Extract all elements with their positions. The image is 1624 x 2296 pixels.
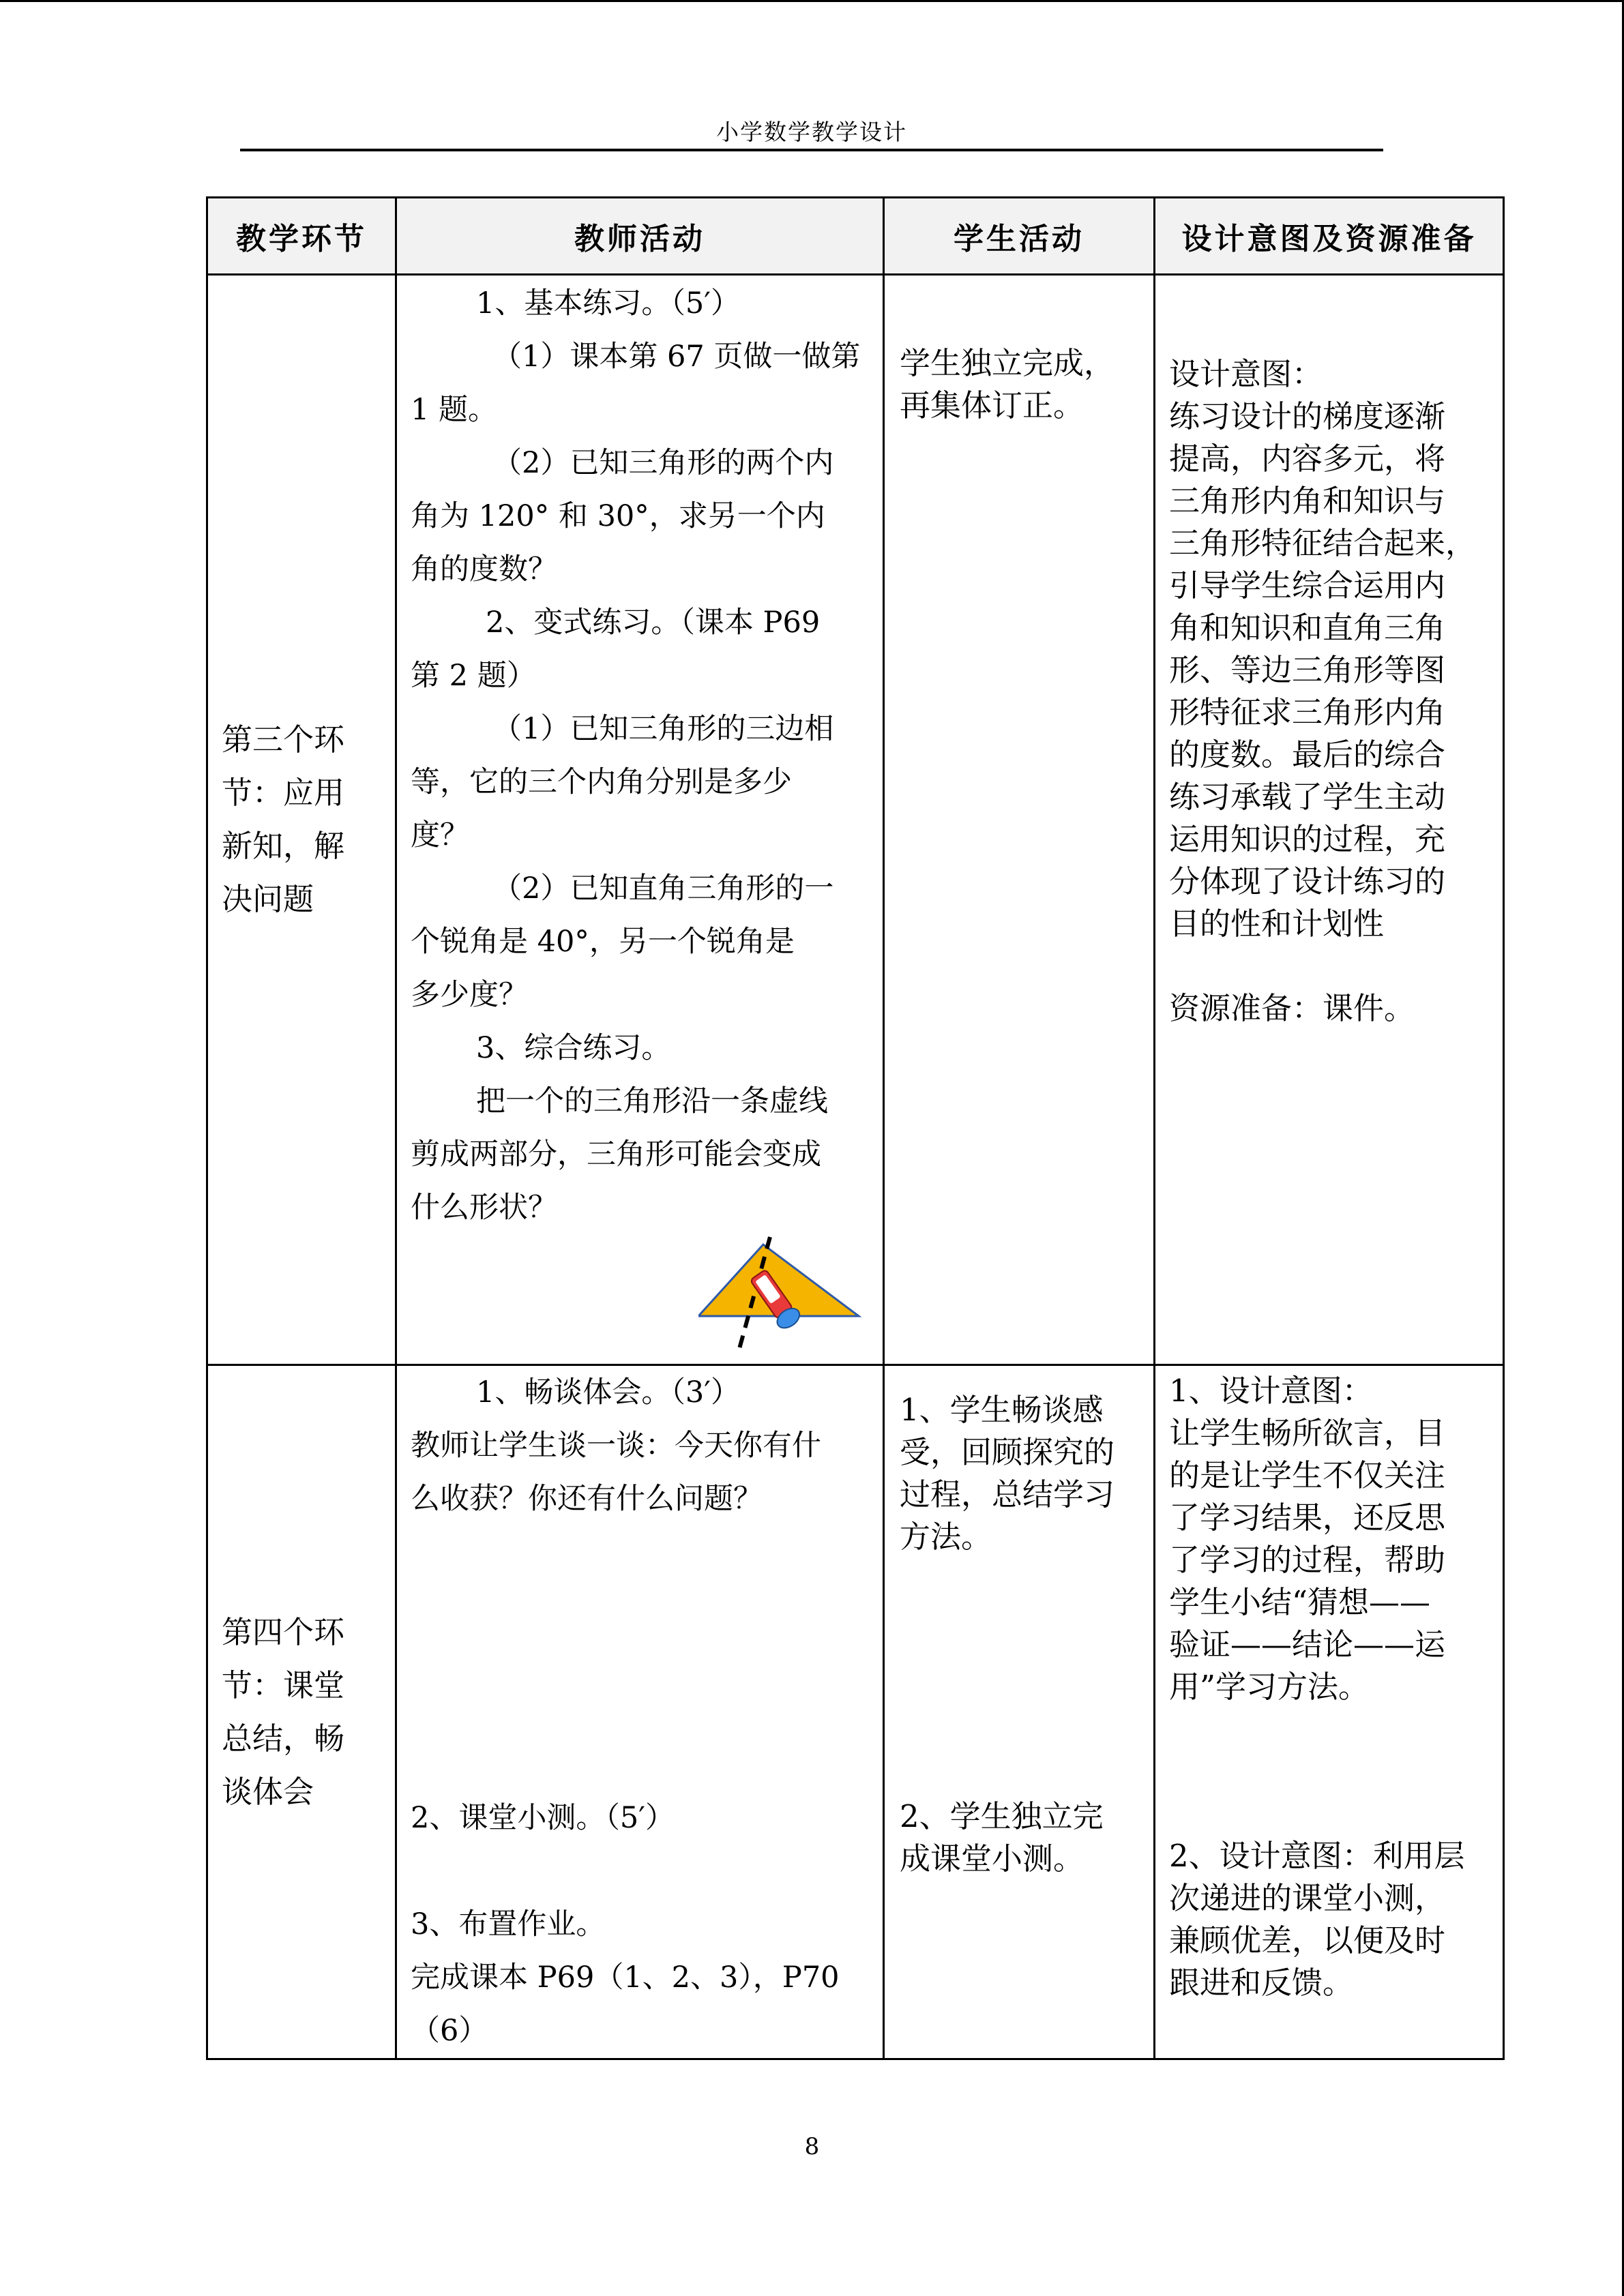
design-line: 角和知识和直角三角 [1169,610,1446,646]
student-line: 学生独立完成， [900,345,1115,381]
teacher-line: 第 2 题） [411,659,536,693]
teacher-line: 完成课本 P69（1、2、3），P70 [411,1960,840,1995]
stage-cell-4 [207,1365,396,2059]
stage-text [208,1606,395,1819]
student-activity-cell [884,1365,1155,2059]
stage-line: 谈体会 [222,1773,314,1810]
teacher-line: 1 题。 [411,393,498,427]
triangle-figure [397,1234,883,1364]
design-line: 让学生畅所欲言，目 [1169,1415,1446,1451]
stage-text [208,713,395,926]
teacher-line: 个锐角是 40°，另一个锐角是 [411,925,795,959]
header-rule [240,149,1383,151]
teacher-line: 3、布置作业。 [411,1907,606,1941]
design-line: 兼顾优差，以便及时 [1169,1922,1446,1958]
teacher-line: 度？ [411,818,469,852]
design-line: 验证——结论——运 [1169,1626,1446,1663]
stage-line: 决问题 [222,881,314,917]
teacher-activity-text [397,1366,883,2057]
design-line: 形、等边三角形等图 [1169,652,1446,688]
teacher-line: （6） [411,2014,488,2048]
design-line: 了学习的过程，帮助 [1169,1542,1446,1578]
teacher-activity-cell [396,275,884,1365]
design-line: 提高，内容多元，将 [1169,441,1446,477]
teacher-line: 2、变式练习。（课本 P69 [486,606,821,640]
header-design-intent: 设计意图及资源准备 [1155,198,1504,275]
header-stage: 教学环节 [207,198,396,275]
teacher-line: 么收获？你还有什么问题？ [411,1482,763,1516]
teacher-line: 1、畅谈体会。（3′） [476,1375,740,1410]
teacher-line: 角的度数？ [411,552,557,586]
design-line: 学生小结“猜想—— [1169,1584,1431,1620]
design-intent-cell [1155,275,1504,1365]
design-line: 设计意图： [1169,356,1323,392]
stage-line: 新知，解 [222,828,345,864]
student-line: 过程，总结学习 [900,1476,1115,1512]
design-intent-cell [1155,1365,1504,2059]
lesson-plan-table [206,196,1505,2060]
design-line: 练习承载了学生主动 [1169,779,1446,815]
design-line: 资源准备：课件。 [1169,990,1415,1026]
design-line: 运用知识的过程，充 [1169,821,1446,857]
teacher-line: 剪成两部分，三角形可能会变成 [411,1137,821,1172]
stage-line: 第三个环 [222,721,345,758]
teacher-line: 什么形状？ [411,1191,557,1225]
teacher-line: 教师让学生谈一谈：今天你有什 [411,1429,821,1463]
stage-line: 总结，畅 [222,1720,345,1757]
design-line: 练习设计的梯度逐渐 [1169,398,1446,434]
triangle-cut-icon [698,1234,869,1357]
design-intent-text [1155,275,1503,1030]
teacher-line: （2）已知直角三角形的一 [492,871,834,906]
teacher-line: （1）课本第 67 页做一做第 [492,340,861,374]
student-line: 1、学生畅谈感 [900,1392,1104,1428]
teacher-line: 3、综合练习。 [476,1031,671,1065]
stage-line: 节：应用 [222,775,345,811]
design-line: 分体现了设计练习的 [1169,863,1446,899]
stage-line: 第四个环 [222,1613,345,1650]
student-line: 方法。 [900,1519,992,1555]
header-student-activity: 学生活动 [884,198,1155,275]
stage-line: 节：课堂 [222,1667,345,1703]
table-header-row [207,198,1504,275]
student-line: 成课堂小测。 [900,1840,1084,1877]
design-line: 次递进的课堂小测， [1169,1880,1446,1916]
teacher-line: 多少度？ [411,978,528,1012]
design-line: 形特征求三角形内角 [1169,694,1446,730]
teacher-line: （1）已知三角形的三边相 [492,712,834,746]
student-activity-text [885,275,1153,427]
stage-cell-3 [207,275,396,1365]
design-line: 引导学生综合运用内 [1169,567,1446,603]
table-row [207,1365,1504,2059]
design-line: 的度数。最后的综合 [1169,736,1446,773]
teacher-activity-cell [396,1365,884,2059]
page-header-title: 小学数学教学设计 [716,119,907,145]
design-intent-text [1155,1366,1503,2004]
student-line: 受，回顾探究的 [900,1434,1115,1470]
student-line: 再集体订正。 [900,387,1084,423]
teacher-line: 1、基本练习。（5′） [476,286,740,320]
student-activity-cell [884,275,1155,1365]
page-number: 8 [804,2133,820,2160]
page-border-top [0,0,1624,2]
teacher-line: （2）已知三角形的两个内 [492,446,834,480]
design-line: 2、设计意图：利用层 [1169,1838,1465,1874]
design-line: 用”学习方法。 [1169,1669,1370,1705]
header-teacher-activity: 教师活动 [396,198,884,275]
design-line: 1、设计意图： [1169,1373,1373,1409]
design-line: 三角形内角和知识与 [1169,483,1446,519]
student-activity-text [885,1366,1153,1880]
student-line: 2、学生独立完 [900,1798,1104,1834]
design-line: 跟进和反馈。 [1169,1965,1354,2001]
design-line: 的是让学生不仅关注 [1169,1457,1446,1493]
table-row [207,275,1504,1365]
teacher-line: 等，它的三个内角分别是多少 [411,765,792,799]
design-line: 目的性和计划性 [1169,906,1385,942]
teacher-activity-text [397,275,883,1234]
design-line: 了学习结果，还反思 [1169,1500,1446,1536]
design-line: 三角形特征结合起来， [1169,525,1477,561]
teacher-line: 2、课堂小测。（5′） [411,1801,675,1835]
teacher-line: 把一个的三角形沿一条虚线 [476,1084,828,1118]
teacher-line: 角为 120° 和 30°，求另一个内 [411,499,825,533]
